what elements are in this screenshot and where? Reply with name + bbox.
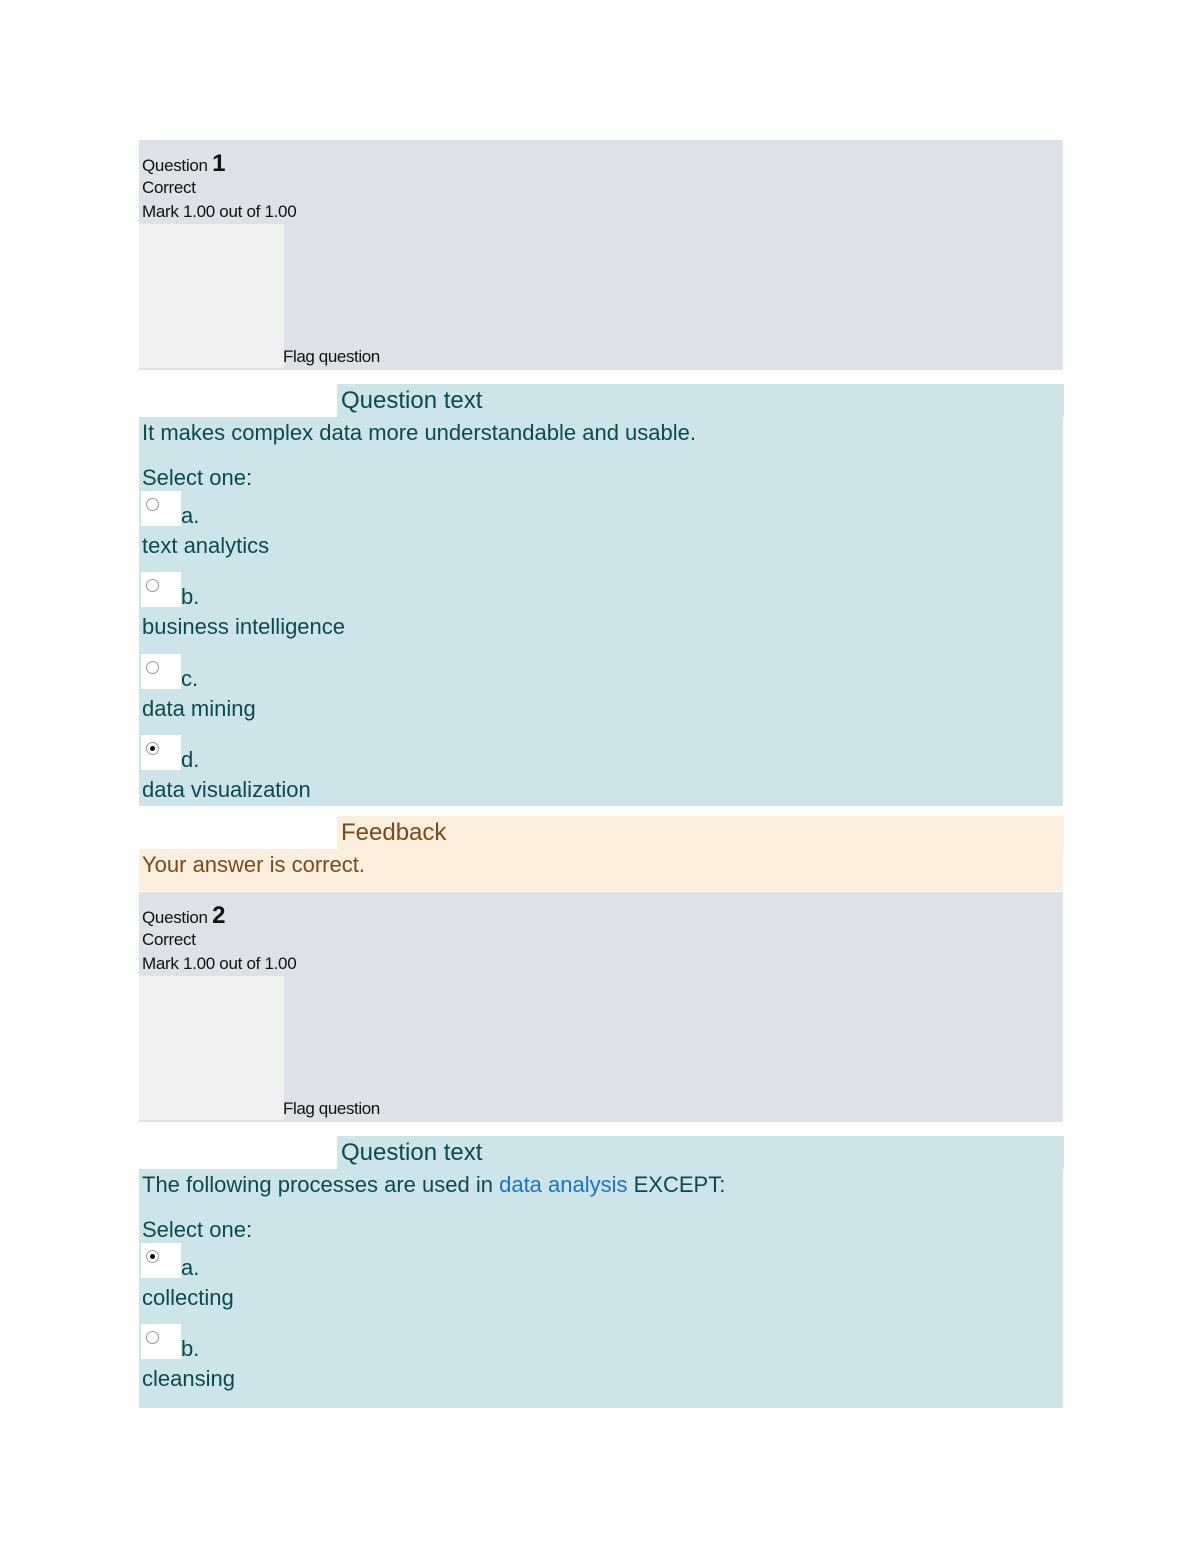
radio-wrap[interactable] [141, 735, 181, 770]
question-text-heading: Question text [337, 1136, 1064, 1169]
answer-option[interactable] [139, 1243, 539, 1313]
flag-question-link[interactable]: Flag question [283, 347, 380, 366]
option-answer[interactable]: collecting [142, 1285, 234, 1310]
question-info [139, 892, 1063, 1122]
feedback-text: Your answer is correct. [139, 849, 1063, 891]
answer-option[interactable] [139, 735, 539, 805]
option-letter: c. [181, 666, 199, 691]
glossary-link[interactable]: data analysis [499, 1172, 628, 1197]
flag-icon[interactable] [139, 224, 284, 368]
radio-wrap[interactable] [141, 572, 181, 607]
answer-option[interactable] [139, 1324, 539, 1394]
option-answer[interactable]: text analytics [142, 533, 270, 558]
radio-button[interactable] [146, 1331, 159, 1344]
option-answer[interactable]: cleansing [142, 1366, 235, 1391]
option-letter: d. [181, 747, 200, 772]
question-text: It makes complex data more understandable and usable. [142, 420, 696, 445]
feedback-heading: Feedback [337, 816, 1064, 849]
radio-button-checked[interactable] [146, 1250, 159, 1263]
option-answer[interactable]: business intelligence [142, 614, 346, 639]
radio-wrap[interactable] [141, 491, 181, 526]
question-state: Correct [142, 178, 196, 197]
radio-wrap[interactable] [141, 1243, 181, 1278]
flag-question-link[interactable]: Flag question [283, 1099, 380, 1118]
question-info [139, 140, 1063, 370]
radio-button[interactable] [146, 661, 159, 674]
question-state: Correct [142, 930, 196, 949]
radio-button-checked[interactable] [146, 742, 159, 755]
radio-button[interactable] [146, 579, 159, 592]
select-prompt: Select one: [142, 465, 253, 490]
answer-option[interactable] [139, 491, 539, 561]
radio-wrap[interactable] [141, 654, 181, 689]
question-grade: Mark 1.00 out of 1.00 [142, 954, 297, 973]
option-letter: a. [181, 1255, 200, 1280]
radio-button[interactable] [146, 498, 159, 511]
question-content [139, 1169, 1063, 1408]
option-letter: b. [181, 584, 200, 609]
option-letter: b. [181, 1336, 200, 1361]
option-answer[interactable]: data visualization [142, 777, 311, 802]
flag-icon[interactable] [139, 976, 284, 1120]
question-text-heading: Question text [337, 384, 1064, 417]
question-grade: Mark 1.00 out of 1.00 [142, 202, 297, 221]
question-text: The following processes are used in data analysis EXCEPT: [142, 1172, 726, 1197]
answer-option[interactable] [139, 654, 539, 724]
question-number: Question 1 [142, 150, 226, 177]
radio-wrap[interactable] [141, 1324, 181, 1359]
answer-option[interactable] [139, 572, 539, 642]
option-answer[interactable]: data mining [142, 696, 256, 721]
question-number: Question 2 [142, 902, 226, 929]
option-letter: a. [181, 503, 200, 528]
question-content [139, 417, 1063, 806]
select-prompt: Select one: [142, 1217, 253, 1242]
